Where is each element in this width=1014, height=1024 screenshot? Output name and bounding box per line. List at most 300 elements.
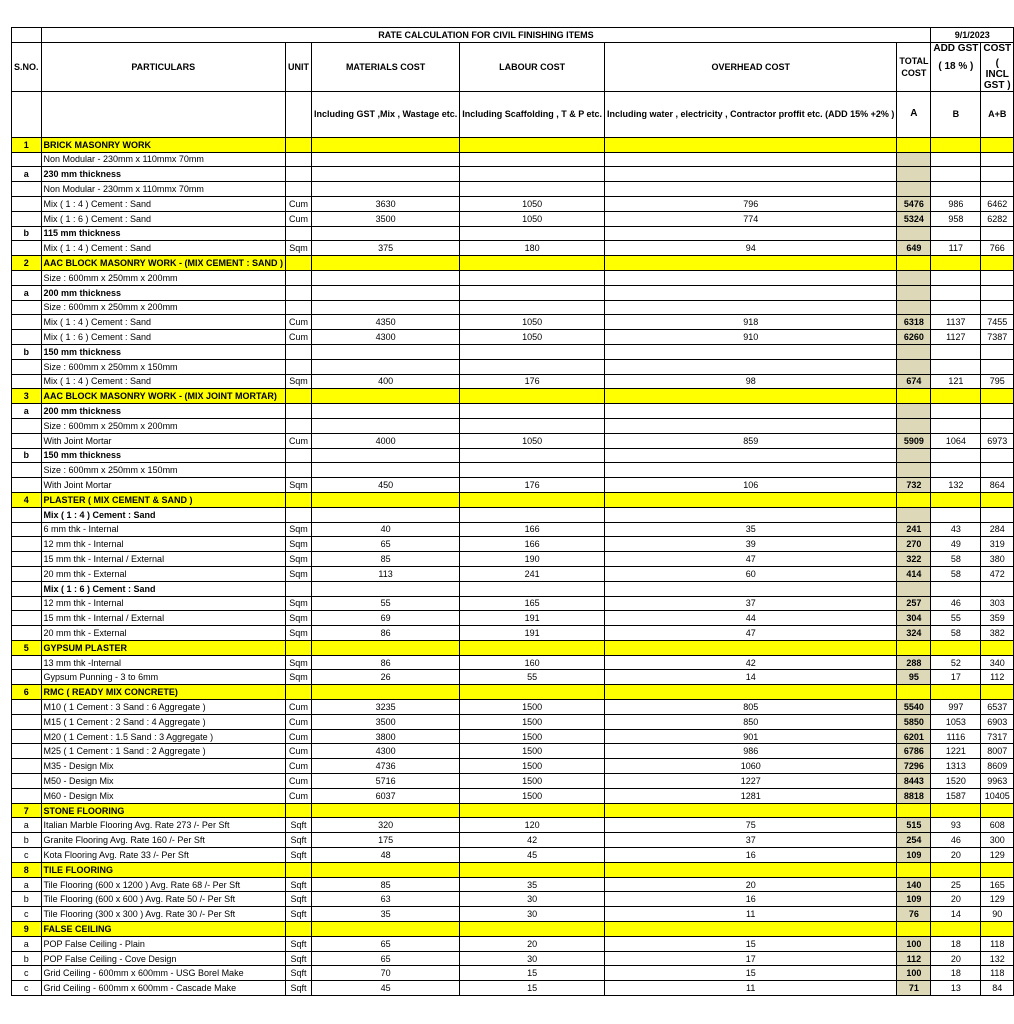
overhead-cell: [605, 300, 897, 315]
total-cell: 6260: [897, 330, 931, 345]
rate-table: [11, 27, 1014, 996]
materials-cell: [312, 182, 460, 197]
gst-cell: 1587: [931, 788, 981, 803]
cost-cell: [981, 226, 1014, 241]
total-cell: 254: [897, 833, 931, 848]
gst-cell: [931, 300, 981, 315]
gst-cell: 58: [931, 626, 981, 641]
materials-cell: [312, 152, 460, 167]
overhead-cell: 47: [605, 626, 897, 641]
item-row: [12, 418, 1014, 433]
materials-cell: [312, 463, 460, 478]
materials-cell: 4000: [312, 433, 460, 448]
overhead-cell: 918: [605, 315, 897, 330]
gst-cell: [931, 418, 981, 433]
unit-cell: [286, 137, 312, 152]
item-row: [12, 655, 1014, 670]
particulars-cell: TILE FLOORING: [41, 862, 286, 877]
item-row: [12, 404, 1014, 419]
unit-cell: [286, 182, 312, 197]
sno-cell: c: [12, 848, 42, 863]
gst-cell: 1313: [931, 759, 981, 774]
overhead-cell: 11: [605, 907, 897, 922]
cost-cell: 10405: [981, 788, 1014, 803]
overhead-cell: [605, 581, 897, 596]
overhead-cell: 44: [605, 611, 897, 626]
item-row: [12, 522, 1014, 537]
gst-cell: 1137: [931, 315, 981, 330]
item-row: [12, 537, 1014, 552]
gst-cell: [931, 922, 981, 937]
overhead-cell: 1281: [605, 788, 897, 803]
cost-cell: [981, 418, 1014, 433]
particulars-cell: BRICK MASONRY WORK: [41, 137, 286, 152]
sno-cell: a: [12, 285, 42, 300]
gst-cell: [931, 685, 981, 700]
materials-cell: 85: [312, 552, 460, 567]
total-cell: 109: [897, 848, 931, 863]
gst-cell: [931, 507, 981, 522]
item-row: [12, 566, 1014, 581]
labour-cell: 191: [460, 611, 605, 626]
gst-cell: 43: [931, 522, 981, 537]
sno-cell: [12, 330, 42, 345]
particulars-cell: Mix ( 1 : 6 ) Cement : Sand: [41, 330, 286, 345]
labour-cell: 1050: [460, 315, 605, 330]
unit-cell: Sqft: [286, 848, 312, 863]
sno-cell: 3: [12, 389, 42, 404]
sno-cell: [12, 655, 42, 670]
item-row: [12, 315, 1014, 330]
gst-cell: [931, 285, 981, 300]
overhead-cell: 859: [605, 433, 897, 448]
particulars-cell: M15 ( 1 Cement : 2 Sand : 4 Aggregate ): [41, 714, 286, 729]
labour-cell: 1500: [460, 700, 605, 715]
particulars-cell: Grid Ceiling - 600mm x 600mm - Cascade Make: [41, 981, 286, 996]
materials-cell: [312, 492, 460, 507]
materials-cell: 45: [312, 981, 460, 996]
materials-cell: 4350: [312, 315, 460, 330]
section-row: [12, 389, 1014, 404]
particulars-cell: With Joint Mortar: [41, 478, 286, 493]
materials-cell: [312, 685, 460, 700]
sheet-title: RATE CALCULATION FOR CIVIL FINISHING ITEMS: [41, 28, 931, 43]
overhead-cell: [605, 404, 897, 419]
unit-cell: Cum: [286, 788, 312, 803]
particulars-cell: AAC BLOCK MASONRY WORK - (MIX CEMENT : SAND ): [41, 256, 286, 271]
gst-cell: 1064: [931, 433, 981, 448]
unit-cell: Cum: [286, 315, 312, 330]
overhead-cell: 20: [605, 877, 897, 892]
overhead-cell: [605, 167, 897, 182]
sno-cell: [12, 759, 42, 774]
gst-cell: [931, 344, 981, 359]
item-row: [12, 374, 1014, 389]
gst-cell: [931, 640, 981, 655]
total-cell: 5476: [897, 196, 931, 211]
cost-cell: 608: [981, 818, 1014, 833]
gst-cell: 18: [931, 966, 981, 981]
particulars-cell: 12 mm thk - Internal: [41, 596, 286, 611]
overhead-cell: 37: [605, 596, 897, 611]
item-row: [12, 552, 1014, 567]
cost-cell: [981, 803, 1014, 818]
total-cell: 414: [897, 566, 931, 581]
cost-cell: 300: [981, 833, 1014, 848]
labour-cell: 160: [460, 655, 605, 670]
note-materials: Including GST ,Mix , Wastage etc.: [312, 91, 460, 137]
gst-cell: [931, 581, 981, 596]
unit-cell: Sqm: [286, 626, 312, 641]
total-cell: [897, 137, 931, 152]
total-cell: [897, 685, 931, 700]
sno-cell: [12, 433, 42, 448]
item-row: [12, 611, 1014, 626]
unit-cell: Sqm: [286, 596, 312, 611]
note-overhead: Including water , electricity , Contractor proffit etc. (ADD 15% +2% ): [605, 91, 897, 137]
labour-cell: [460, 640, 605, 655]
item-row: [12, 478, 1014, 493]
sno-cell: [12, 626, 42, 641]
unit-cell: [286, 507, 312, 522]
header-cost: [981, 42, 1014, 91]
overhead-cell: [605, 463, 897, 478]
unit-cell: Sqft: [286, 951, 312, 966]
total-cell: 100: [897, 936, 931, 951]
gst-cell: 55: [931, 611, 981, 626]
particulars-cell: RMC ( READY MIX CONCRETE): [41, 685, 286, 700]
gst-cell: 52: [931, 655, 981, 670]
item-row: [12, 359, 1014, 374]
unit-cell: [286, 300, 312, 315]
unit-cell: [286, 270, 312, 285]
overhead-cell: [605, 137, 897, 152]
cost-cell: [981, 492, 1014, 507]
particulars-cell: POP False Ceiling - Plain: [41, 936, 286, 951]
labour-cell: [460, 448, 605, 463]
labour-cell: 191: [460, 626, 605, 641]
materials-cell: [312, 285, 460, 300]
unit-cell: Sqm: [286, 552, 312, 567]
gst-cell: [931, 448, 981, 463]
overhead-cell: [605, 922, 897, 937]
header-row: [12, 42, 1014, 91]
materials-cell: [312, 418, 460, 433]
materials-cell: 65: [312, 537, 460, 552]
overhead-cell: 35: [605, 522, 897, 537]
unit-cell: [286, 359, 312, 374]
cost-cell: [981, 389, 1014, 404]
overhead-cell: [605, 448, 897, 463]
cost-cell: [981, 300, 1014, 315]
title-row: [12, 28, 1014, 43]
labour-cell: [460, 803, 605, 818]
gst-cell: 58: [931, 566, 981, 581]
unit-cell: Sqft: [286, 966, 312, 981]
particulars-cell: Non Modular - 230mm x 110mmx 70mm: [41, 182, 286, 197]
total-cell: 304: [897, 611, 931, 626]
particulars-cell: M20 ( 1 Cement : 1.5 Sand : 3 Aggregate ): [41, 729, 286, 744]
unit-cell: [286, 862, 312, 877]
total-cell: [897, 862, 931, 877]
materials-cell: 48: [312, 848, 460, 863]
sno-cell: [12, 611, 42, 626]
unit-cell: Sqft: [286, 818, 312, 833]
cost-cell: [981, 507, 1014, 522]
sno-cell: [12, 211, 42, 226]
particulars-cell: Mix ( 1 : 6 ) Cement : Sand: [41, 581, 286, 596]
header-gst-pct: ( 18 % ): [938, 60, 974, 72]
labour-cell: 42: [460, 833, 605, 848]
total-cell: [897, 448, 931, 463]
header-labour: LABOUR COST: [460, 42, 605, 91]
particulars-cell: 200 mm thickness: [41, 285, 286, 300]
particulars-cell: M35 - Design Mix: [41, 759, 286, 774]
materials-cell: 63: [312, 892, 460, 907]
overhead-cell: [605, 359, 897, 374]
header-total: TOTAL COST: [897, 42, 931, 91]
particulars-cell: Size : 600mm x 250mm x 200mm: [41, 300, 286, 315]
gst-cell: 20: [931, 848, 981, 863]
unit-cell: [286, 922, 312, 937]
overhead-cell: [605, 285, 897, 300]
sno-cell: [12, 300, 42, 315]
overhead-cell: [605, 344, 897, 359]
sno-cell: [12, 463, 42, 478]
item-row: [12, 300, 1014, 315]
overhead-cell: 75: [605, 818, 897, 833]
particulars-cell: Gypsum Punning - 3 to 6mm: [41, 670, 286, 685]
cost-cell: 795: [981, 374, 1014, 389]
unit-cell: [286, 256, 312, 271]
overhead-cell: [605, 256, 897, 271]
total-cell: [897, 270, 931, 285]
labour-cell: 15: [460, 981, 605, 996]
gst-cell: 46: [931, 833, 981, 848]
unit-cell: [286, 167, 312, 182]
gst-cell: [931, 862, 981, 877]
gst-cell: [931, 270, 981, 285]
unit-cell: Cum: [286, 211, 312, 226]
sno-cell: [12, 196, 42, 211]
total-cell: [897, 640, 931, 655]
materials-cell: [312, 507, 460, 522]
particulars-cell: Mix ( 1 : 4 ) Cement : Sand: [41, 374, 286, 389]
unit-cell: [286, 803, 312, 818]
materials-cell: [312, 137, 460, 152]
overhead-cell: [605, 862, 897, 877]
notes-row: [12, 91, 1014, 137]
total-cell: [897, 803, 931, 818]
item-row: [12, 700, 1014, 715]
labour-cell: [460, 152, 605, 167]
unit-cell: [286, 640, 312, 655]
sno-cell: [12, 774, 42, 789]
cost-cell: 284: [981, 522, 1014, 537]
item-row: [12, 344, 1014, 359]
section-row: [12, 256, 1014, 271]
cost-cell: [981, 862, 1014, 877]
particulars-cell: Tile Flooring (300 x 300 ) Avg. Rate 30 /- Per Sft: [41, 907, 286, 922]
gst-cell: [931, 152, 981, 167]
total-cell: [897, 507, 931, 522]
total-cell: [897, 418, 931, 433]
sheet-date: 9/1/2023: [931, 28, 1014, 43]
item-row: [12, 788, 1014, 803]
item-row: [12, 981, 1014, 996]
sno-cell: 2: [12, 256, 42, 271]
total-cell: [897, 256, 931, 271]
gst-cell: 1116: [931, 729, 981, 744]
particulars-cell: 200 mm thickness: [41, 404, 286, 419]
unit-cell: Cum: [286, 196, 312, 211]
particulars-cell: 150 mm thickness: [41, 448, 286, 463]
gst-cell: [931, 182, 981, 197]
sno-cell: [12, 788, 42, 803]
particulars-cell: Grid Ceiling - 600mm x 600mm - USG Borel Make: [41, 966, 286, 981]
section-row: [12, 137, 1014, 152]
unit-cell: Cum: [286, 700, 312, 715]
unit-cell: [286, 418, 312, 433]
total-cell: 288: [897, 655, 931, 670]
sno-cell: [12, 700, 42, 715]
unit-cell: [286, 404, 312, 419]
labour-cell: 120: [460, 818, 605, 833]
particulars-cell: 20 mm thk - External: [41, 626, 286, 641]
gst-cell: 121: [931, 374, 981, 389]
labour-cell: 45: [460, 848, 605, 863]
cost-cell: 6282: [981, 211, 1014, 226]
particulars-cell: Kota Flooring Avg. Rate 33 /- Per Sft: [41, 848, 286, 863]
item-row: [12, 951, 1014, 966]
sno-cell: [12, 418, 42, 433]
cost-cell: 165: [981, 877, 1014, 892]
particulars-cell: Mix ( 1 : 4 ) Cement : Sand: [41, 507, 286, 522]
sno-cell: [12, 581, 42, 596]
total-cell: [897, 285, 931, 300]
gst-cell: [931, 226, 981, 241]
overhead-cell: 60: [605, 566, 897, 581]
unit-cell: [286, 226, 312, 241]
cost-cell: 6462: [981, 196, 1014, 211]
materials-cell: 55: [312, 596, 460, 611]
cost-cell: [981, 581, 1014, 596]
labour-cell: 166: [460, 522, 605, 537]
sno-cell: b: [12, 344, 42, 359]
particulars-cell: AAC BLOCK MASONRY WORK - (MIX JOINT MORTAR): [41, 389, 286, 404]
overhead-cell: 805: [605, 700, 897, 715]
sno-cell: [12, 241, 42, 256]
gst-cell: 986: [931, 196, 981, 211]
gst-cell: [931, 256, 981, 271]
sno-cell: a: [12, 877, 42, 892]
overhead-cell: 774: [605, 211, 897, 226]
materials-cell: 3800: [312, 729, 460, 744]
overhead-cell: 98: [605, 374, 897, 389]
total-cell: 8818: [897, 788, 931, 803]
unit-cell: Sqm: [286, 537, 312, 552]
materials-cell: [312, 270, 460, 285]
cost-cell: 7455: [981, 315, 1014, 330]
total-cell: [897, 167, 931, 182]
gst-cell: 1127: [931, 330, 981, 345]
item-row: [12, 877, 1014, 892]
particulars-cell: Mix ( 1 : 4 ) Cement : Sand: [41, 196, 286, 211]
materials-cell: [312, 581, 460, 596]
materials-cell: [312, 344, 460, 359]
item-row: [12, 596, 1014, 611]
section-row: [12, 685, 1014, 700]
materials-cell: 3500: [312, 714, 460, 729]
sno-cell: a: [12, 167, 42, 182]
materials-cell: [312, 359, 460, 374]
particulars-cell: 15 mm thk - Internal / External: [41, 611, 286, 626]
sno-cell: a: [12, 404, 42, 419]
header-cost-label: COST: [983, 42, 1012, 54]
cost-cell: 380: [981, 552, 1014, 567]
labour-cell: 1050: [460, 211, 605, 226]
sno-cell: c: [12, 966, 42, 981]
labour-cell: 190: [460, 552, 605, 567]
item-row: [12, 966, 1014, 981]
labour-cell: [460, 344, 605, 359]
particulars-cell: Non Modular - 230mm x 110mmx 70mm: [41, 152, 286, 167]
cost-cell: 118: [981, 966, 1014, 981]
gst-cell: 20: [931, 892, 981, 907]
item-row: [12, 270, 1014, 285]
total-cell: 241: [897, 522, 931, 537]
gst-cell: 14: [931, 907, 981, 922]
overhead-cell: 16: [605, 892, 897, 907]
overhead-cell: 901: [605, 729, 897, 744]
labour-cell: [460, 862, 605, 877]
sno-cell: 6: [12, 685, 42, 700]
cost-cell: 7387: [981, 330, 1014, 345]
total-cell: [897, 226, 931, 241]
unit-cell: Sqm: [286, 670, 312, 685]
cost-cell: [981, 256, 1014, 271]
materials-cell: 65: [312, 936, 460, 951]
total-cell: 270: [897, 537, 931, 552]
sno-cell: [12, 359, 42, 374]
total-cell: 76: [897, 907, 931, 922]
labour-cell: [460, 137, 605, 152]
overhead-cell: [605, 226, 897, 241]
overhead-cell: 37: [605, 833, 897, 848]
item-row: [12, 433, 1014, 448]
sno-cell: b: [12, 892, 42, 907]
cost-cell: 7317: [981, 729, 1014, 744]
particulars-cell: 13 mm thk -Internal: [41, 655, 286, 670]
total-cell: [897, 922, 931, 937]
particulars-cell: 115 mm thickness: [41, 226, 286, 241]
unit-cell: Sqm: [286, 522, 312, 537]
materials-cell: [312, 389, 460, 404]
header-sno: S.NO.: [12, 42, 42, 91]
materials-cell: 40: [312, 522, 460, 537]
unit-cell: [286, 492, 312, 507]
total-cell: 322: [897, 552, 931, 567]
particulars-cell: Mix ( 1 : 6 ) Cement : Sand: [41, 211, 286, 226]
overhead-cell: [605, 640, 897, 655]
overhead-cell: 910: [605, 330, 897, 345]
cost-cell: [981, 922, 1014, 937]
materials-cell: 175: [312, 833, 460, 848]
total-cell: 109: [897, 892, 931, 907]
item-row: [12, 285, 1014, 300]
materials-cell: [312, 226, 460, 241]
sno-cell: c: [12, 981, 42, 996]
